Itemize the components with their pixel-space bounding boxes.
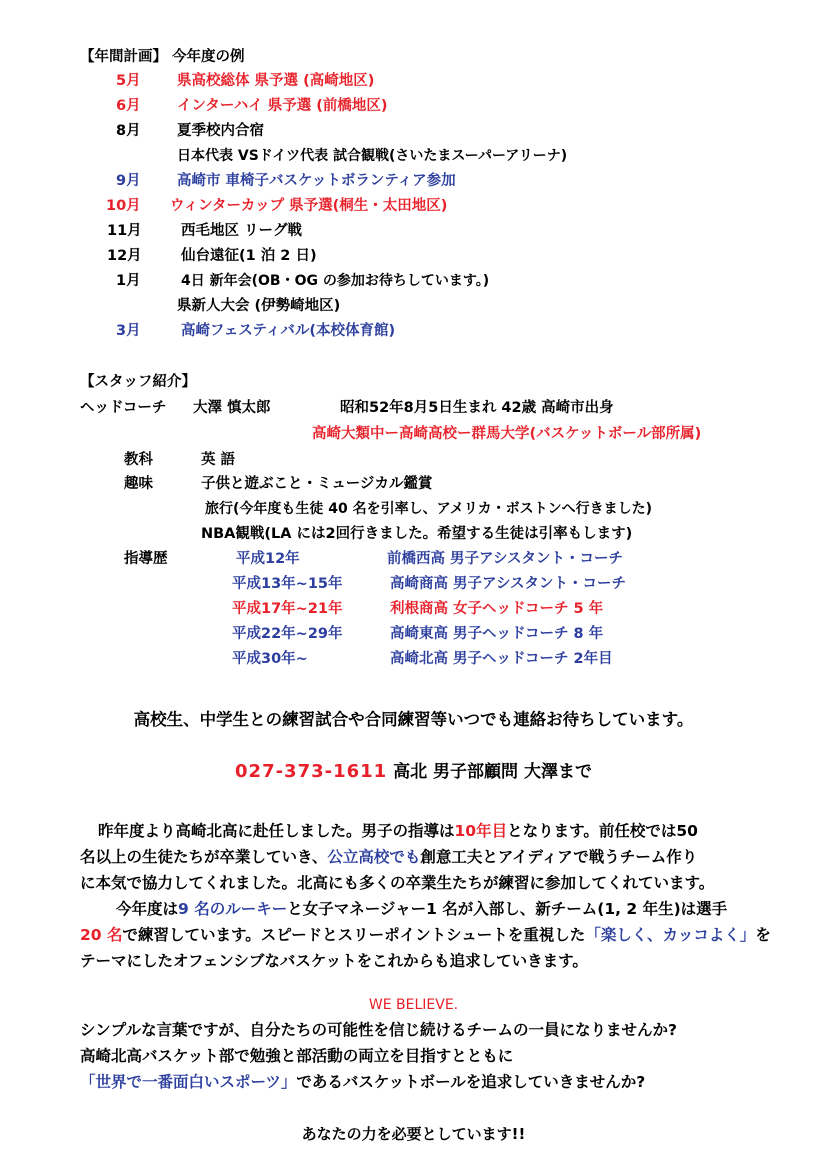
annual-plan-heading: 【年間計画】 今年度の例 (80, 49, 245, 65)
intro-line-2 (80, 844, 760, 870)
intro-text: を (755, 926, 771, 944)
intro-text: となります。前任校では50 (507, 822, 698, 840)
history-period: 平成30年~ (232, 651, 308, 667)
intro-highlight: 公立高校でも (327, 848, 421, 866)
hobby-3: NBA観戦(LA には2回行きました。希望する生徒は引率もします) (201, 526, 633, 542)
contact-message: 高校生、中学生との練習試合や合同練習等いつでも連絡お待ちしています。 (133, 710, 694, 729)
plan-event-december: 仙台遠征(1 泊 2 日) (181, 248, 317, 264)
staff-profile: 昭和52年8月5日生まれ 42歳 高崎市出身 (340, 400, 614, 416)
closing-text: であるバスケットボールを追求していきませんか? (296, 1073, 646, 1091)
plan-month-october: 10月 (106, 198, 141, 214)
hobby-label: 趣味 (124, 476, 153, 492)
intro-line-6: テーマにしたオフェンシブなバスケットをこれからも追求していきます。 (80, 952, 588, 970)
plan-event-january-2: 県新人大会 (伊勢崎地区) (177, 298, 341, 314)
history-detail: 利根商高 女子ヘッドコーチ 5 年 (390, 601, 604, 617)
contact-line (0, 762, 827, 782)
intro-line-5 (80, 922, 771, 948)
plan-month-june: 6月 (116, 98, 141, 114)
hobby-2: 旅行(今年度も生徒 40 名を引率し、アメリカ・ボストンへ行きました) (205, 501, 653, 517)
intro-line-3: に本気で協力してくれました。北高にも多くの卒業生たちが練習に参加してくれています。 (80, 874, 715, 892)
plan-month-december: 12月 (107, 248, 142, 264)
plan-month-september: 9月 (116, 173, 141, 189)
closing-line-1: シンプルな言葉ですが、自分たちの可能性を信じ続けるチームの一員になりませんか? (80, 1021, 677, 1039)
plan-month-march: 3月 (116, 323, 141, 339)
intro-highlight: 20 名 (80, 926, 123, 944)
intro-highlight: 「楽しく、カッコよく」 (585, 926, 756, 944)
plan-event-march: 高崎フェスティバル(本校体育館) (181, 323, 396, 339)
history-period: 平成22年~29年 (232, 626, 343, 642)
plan-month-january: 1月 (116, 273, 141, 289)
history-period: 平成12年 (236, 551, 300, 567)
plan-event-august-2: 日本代表 VSドイツ代表 試合観戦(さいたまスーパーアリーナ) (177, 148, 568, 164)
intro-text: で練習しています。スピードとスリーポイントシュートを重視した (122, 926, 586, 944)
intro-text: 昨年度より高崎北高に赴任しました。男子の指導は (98, 822, 455, 840)
contact-person: 高北 男子部顧問 大澤まで (393, 762, 592, 782)
staff-heading: 【スタッフ紹介】 (80, 374, 196, 390)
closing-final: あなたの力を必要としています!! (301, 1125, 526, 1143)
staff-name: 大澤 慎太郎 (193, 400, 271, 416)
plan-event-october: ウィンターカップ 県予選(桐生・太田地区) (170, 198, 448, 214)
intro-text: 名以上の生徒たちが卒業していき、 (80, 848, 328, 866)
subject-label: 教科 (124, 452, 153, 468)
plan-event-september: 高崎市 車椅子バスケットボランティア参加 (177, 173, 456, 189)
closing-highlight: 「世界で一番面白いスポーツ」 (80, 1073, 297, 1091)
plan-event-may: 県高校総体 県予選 (高崎地区) (177, 73, 375, 89)
plan-event-january: 4日 新年会(OB・OG の参加お待ちしています。) (181, 273, 490, 289)
history-detail: 高崎北高 男子ヘッドコーチ 2年目 (390, 651, 613, 667)
contact-phone: 027-373-1611 (235, 761, 388, 782)
plan-month-may: 5月 (116, 73, 141, 89)
intro-text: と女子マネージャー1 名が入部し、新チーム(1, 2 年生)は選手 (287, 900, 728, 918)
plan-month-november: 11月 (107, 223, 142, 239)
motto: WE BELIEVE. (368, 997, 459, 1013)
staff-education: 高崎大類中ー高崎高校ー群馬大学(バスケットボール部所属) (312, 426, 702, 442)
plan-event-june: インターハイ 県予選 (前橋地区) (177, 98, 388, 114)
plan-month-august: 8月 (116, 123, 141, 139)
history-detail: 前橋西高 男子アシスタント・コーチ (387, 551, 624, 567)
staff-role: ヘッドコーチ (80, 400, 167, 416)
intro-highlight: 10年目 (454, 822, 508, 840)
closing-line-2: 高崎北高バスケット部で勉強と部活動の両立を目指すとともに (80, 1047, 514, 1065)
intro-text: 今年度は (116, 900, 179, 918)
intro-line-4 (80, 896, 796, 922)
subject-value: 英 語 (201, 452, 236, 468)
closing-line-3 (80, 1072, 645, 1092)
history-label: 指導歴 (124, 551, 168, 567)
history-detail: 高崎東高 男子ヘッドコーチ 8 年 (390, 626, 604, 642)
plan-event-november: 西毛地区 リーグ戦 (181, 223, 303, 239)
hobby-1: 子供と遊ぶこと・ミュージカル鑑賞 (201, 476, 433, 492)
history-period: 平成13年~15年 (232, 576, 343, 592)
intro-line-1 (80, 818, 778, 844)
intro-text: 創意工夫とアイディアで戦うチーム作り (420, 848, 698, 866)
history-period: 平成17年~21年 (232, 601, 343, 617)
intro-highlight: 9 名のルーキー (178, 900, 288, 918)
plan-event-august: 夏季校内合宿 (177, 123, 264, 139)
history-detail: 高崎商高 男子アシスタント・コーチ (390, 576, 627, 592)
